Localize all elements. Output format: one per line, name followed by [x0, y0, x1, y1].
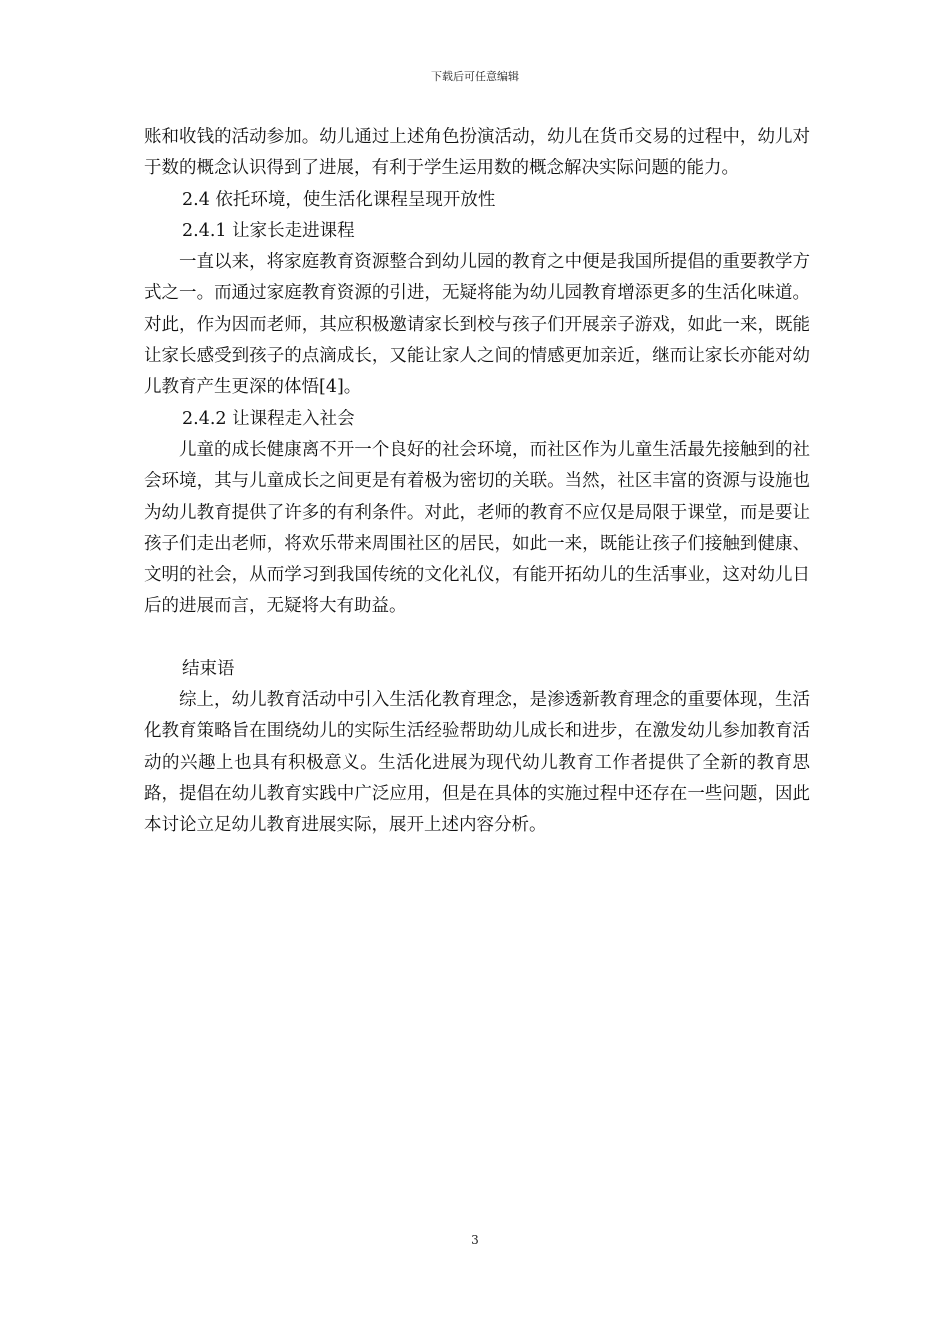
conclusion-heading: 结束语 — [182, 658, 235, 679]
section-heading-2-4: 2.4 依托环境，使生活化课程呈现开放性 — [182, 189, 496, 210]
blank-line — [144, 623, 810, 654]
subsection-heading-2-4-1: 2.4.1 让家长走进课程 — [182, 220, 355, 241]
paragraph-conclusion: 综上，幼儿教育活动中引入生活化教育理念，是渗透新教育理念的重要体现，生活化教育策略旨在围绕幼儿的实际生活经验帮助幼儿成长和进步，在激发幼儿参加教育活动的兴趣上也具有积极意义。生活化进展为现代幼儿教育工作者提供了全新的教育思路，提倡在幼儿教育实践中广泛应用，但是在具体的实施过程中还存在一些问题，因此本讨论立足幼儿教育进展实际，展开上述内容分析。 — [144, 690, 810, 836]
page-number: 3 — [471, 1233, 479, 1247]
page-header: 下载后可任意编辑 — [431, 70, 519, 83]
paragraph-society: 儿童的成长健康离不开一个良好的社会环境，而社区作为儿童生活最先接触到的社会环境，其与儿童成长之间更是有着极为密切的关联。当然，社区丰富的资源与设施也为幼儿教育提供了许多的有利条件。对此，老师的教育不应仅是局限于课堂，而是要让孩子们走出老师，将欢乐带来周围社区的居民，如此一来，既能让孩子们接触到健康、文明的社会，从而学习到我国传统的文化礼仪，有能开拓幼儿的生活事业，这对幼儿日后的进展而言，无疑将大有助益。 — [144, 439, 810, 617]
document-body — [144, 122, 810, 842]
paragraph-parents: 一直以来，将家庭教育资源整合到幼儿园的教育之中便是我国所提倡的重要教学方式之一。而通过家庭教育资源的引进，无疑将能为幼儿园教育增添更多的生活化味道。对此，作为因而老师，其应积极邀请家长到校与孩子们开展亲子游戏，如此一来，既能让家长感受到孩子的点滴成长，又能让家人之间的情感更加亲近，继而让家长亦能对幼儿教育产生更深的体悟[4]。 — [144, 252, 810, 398]
paragraph-continuation: 账和收钱的活动参加。幼儿通过上述角色扮演活动，幼儿在货币交易的过程中，幼儿对于数的概念认识得到了进展，有利于学生运用数的概念解决实际问题的能力。 — [144, 127, 810, 179]
subsection-heading-2-4-2: 2.4.2 让课程走入社会 — [182, 408, 355, 429]
